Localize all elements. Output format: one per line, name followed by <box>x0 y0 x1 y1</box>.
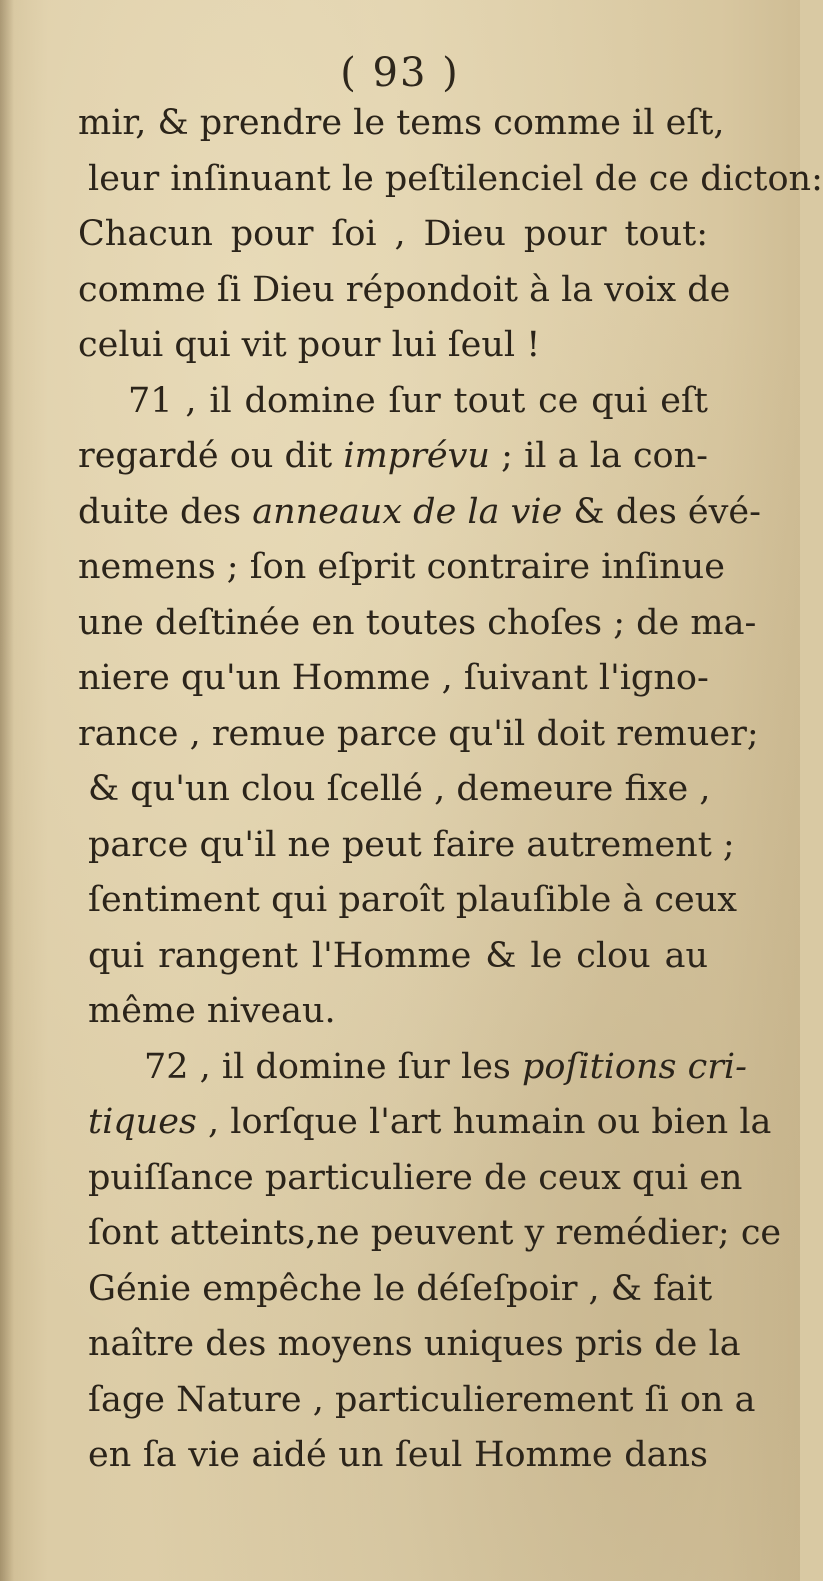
text-line-1: mir, & prendre le tems comme il eſt, <box>78 103 725 143</box>
text-line-8: duite des anneaux de la vie & des évé- <box>78 491 761 532</box>
text-line-11: niere qu'un Homme , ſuivant l'igno- <box>78 658 709 698</box>
text-line-17: même niveau. <box>88 991 336 1031</box>
text-line-4: comme ſi Dieu répondoit à la voix de <box>78 269 731 310</box>
text-line-16: qui rangent l'Homme & le clou au <box>88 935 708 976</box>
body-text <box>78 96 823 1484</box>
text-line-13: & qu'un clou ſcellé , demeure fixe , <box>88 769 711 809</box>
text-line-5: celui qui vit pour lui ſeul ! <box>78 325 541 365</box>
page-number: ( 93 ) <box>340 50 460 96</box>
text-line-19: tiques , lorſque l'art humain ou bien la <box>88 1102 772 1142</box>
text-line-7: regardé ou dit imprévu ; il a la con- <box>78 436 708 476</box>
text-line-15: ſentiment qui paroît plauſible à ceux <box>88 880 738 920</box>
text-line-22: Génie empêche le déſeſpoir , & fait <box>88 1268 713 1309</box>
text-line-25: en ſa vie aidé un ſeul Homme dans <box>88 1435 708 1475</box>
text-line-23: naître des moyens uniques pris de la <box>88 1324 741 1364</box>
text-line-6: 71 , il domine ſur tout ce qui eſt <box>128 380 708 421</box>
text-line-9: nemens ; ſon eſprit contraire inſinue <box>78 547 725 587</box>
page-edge-shadow <box>0 0 14 1581</box>
text-line-3: Chacun pour ſoi , Dieu pour tout: <box>78 214 708 254</box>
text-line-10: une deſtinée en toutes choſes ; de ma- <box>78 602 757 643</box>
text-line-21: ſont atteints,ne peuvent y remédier; ce <box>88 1213 782 1253</box>
text-line-2: leur inſinuant le peſtilenciel de ce dicton: <box>88 158 823 199</box>
text-line-20: puiſſance particuliere de ceux qui en <box>88 1157 743 1198</box>
text-line-12: rance , remue parce qu'il doit remuer; <box>78 713 759 754</box>
text-line-14: parce qu'il ne peut faire autrement ; <box>88 824 735 865</box>
text-line-24: ſage Nature , particulierement ſi on a <box>88 1379 756 1420</box>
text-line-18: 72 , il domine ſur les poſitions cri- <box>144 1046 747 1087</box>
